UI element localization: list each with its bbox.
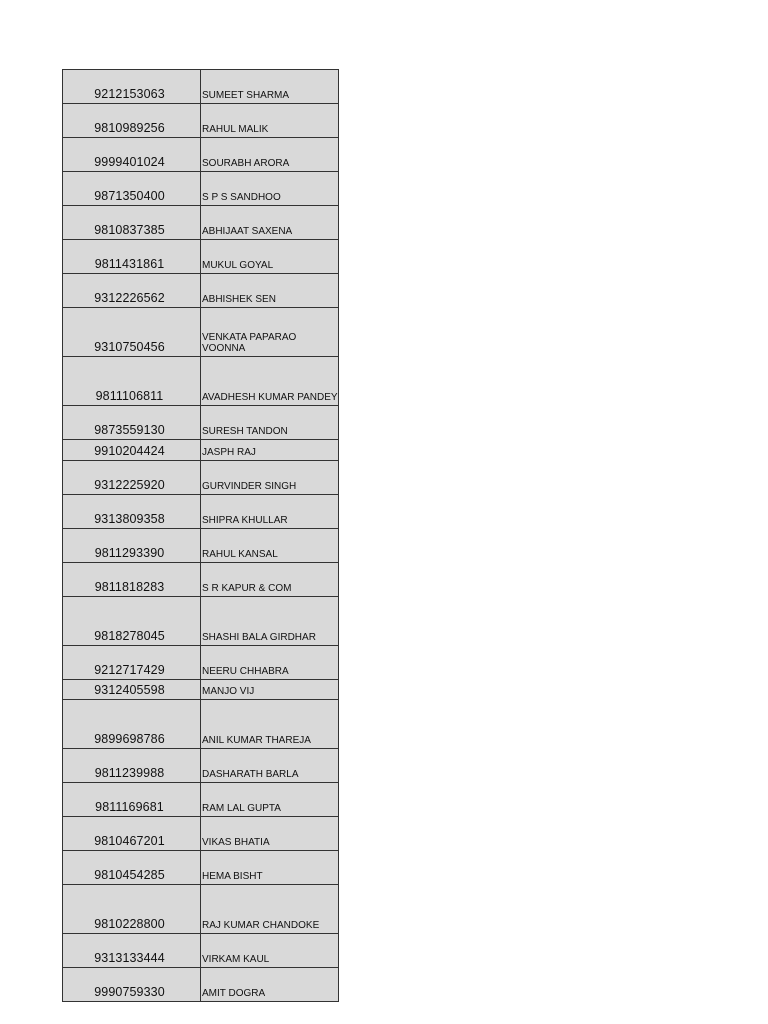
table-row bbox=[63, 440, 339, 461]
phone-number: 9811818283 bbox=[94, 580, 165, 594]
table-row bbox=[63, 308, 339, 357]
name-cell[interactable]: MANJO VIJ bbox=[201, 680, 339, 700]
phone-number: 9312405598 bbox=[94, 683, 165, 697]
table-row bbox=[63, 563, 339, 597]
table-row bbox=[63, 680, 339, 700]
phone-cell[interactable] bbox=[63, 240, 201, 274]
phone-cell[interactable] bbox=[63, 783, 201, 817]
phone-cell[interactable] bbox=[63, 274, 201, 308]
phone-number: 9312226562 bbox=[94, 291, 165, 305]
phone-number: 9990759330 bbox=[94, 985, 165, 999]
phone-cell[interactable] bbox=[63, 357, 201, 406]
phone-cell[interactable] bbox=[63, 851, 201, 885]
table-row bbox=[63, 817, 339, 851]
phone-number: 9212153063 bbox=[94, 87, 165, 101]
phone-cell[interactable] bbox=[63, 440, 201, 461]
table-row bbox=[63, 274, 339, 308]
table-row bbox=[63, 357, 339, 406]
name-cell[interactable]: S R KAPUR & COM bbox=[201, 563, 339, 597]
phone-cell[interactable] bbox=[63, 700, 201, 749]
name-cell[interactable]: DASHARATH BARLA bbox=[201, 749, 339, 783]
phone-cell[interactable] bbox=[63, 206, 201, 240]
name-cell[interactable]: HEMA BISHT bbox=[201, 851, 339, 885]
table-row bbox=[63, 885, 339, 934]
phone-cell[interactable] bbox=[63, 104, 201, 138]
phone-cell[interactable] bbox=[63, 934, 201, 968]
table-row bbox=[63, 406, 339, 440]
phone-number: 9811431861 bbox=[94, 257, 165, 271]
name-cell[interactable]: RAHUL MALIK bbox=[201, 104, 339, 138]
table-row bbox=[63, 700, 339, 749]
table-row bbox=[63, 495, 339, 529]
phone-cell[interactable] bbox=[63, 885, 201, 934]
phone-number: 9810454285 bbox=[94, 868, 165, 882]
name-cell[interactable]: VENKATA PAPARAO VOONNA bbox=[201, 308, 339, 357]
table-row bbox=[63, 70, 339, 104]
phone-number: 9910204424 bbox=[94, 444, 165, 458]
name-cell[interactable]: RAJ KUMAR CHANDOKE bbox=[201, 885, 339, 934]
phone-number: 9999401024 bbox=[94, 155, 165, 169]
table-row bbox=[63, 749, 339, 783]
table-row bbox=[63, 172, 339, 206]
phone-cell[interactable] bbox=[63, 646, 201, 680]
phone-number: 9313133444 bbox=[94, 951, 165, 965]
name-cell[interactable]: AVADHESH KUMAR PANDEY bbox=[201, 357, 339, 406]
phone-cell[interactable] bbox=[63, 529, 201, 563]
phone-number: 9810467201 bbox=[94, 834, 165, 848]
name-cell[interactable]: ANIL KUMAR THAREJA bbox=[201, 700, 339, 749]
phone-cell[interactable] bbox=[63, 495, 201, 529]
table-row bbox=[63, 104, 339, 138]
table-row bbox=[63, 968, 339, 1002]
phone-number: 9873559130 bbox=[94, 423, 165, 437]
name-cell[interactable]: RAM LAL GUPTA bbox=[201, 783, 339, 817]
phone-cell[interactable] bbox=[63, 138, 201, 172]
phone-cell[interactable] bbox=[63, 597, 201, 646]
contact-table-body bbox=[63, 70, 339, 1002]
phone-number: 9310750456 bbox=[94, 340, 165, 354]
name-cell[interactable]: SUMEET SHARMA bbox=[201, 70, 339, 104]
phone-number: 9811239988 bbox=[94, 766, 165, 780]
name-cell[interactable]: VIKAS BHATIA bbox=[201, 817, 339, 851]
phone-number: 9871350400 bbox=[94, 189, 165, 203]
name-cell[interactable]: AMIT DOGRA bbox=[201, 968, 339, 1002]
name-cell[interactable]: SHASHI BALA GIRDHAR bbox=[201, 597, 339, 646]
phone-number: 9313809358 bbox=[94, 512, 165, 526]
table-row bbox=[63, 597, 339, 646]
phone-number: 9810837385 bbox=[94, 223, 165, 237]
table-row bbox=[63, 783, 339, 817]
name-cell[interactable]: SHIPRA KHULLAR bbox=[201, 495, 339, 529]
phone-cell[interactable] bbox=[63, 308, 201, 357]
phone-cell[interactable] bbox=[63, 172, 201, 206]
table-row bbox=[63, 240, 339, 274]
phone-number: 9811169681 bbox=[95, 800, 164, 814]
phone-cell[interactable] bbox=[63, 817, 201, 851]
name-cell[interactable]: S P S SANDHOO bbox=[201, 172, 339, 206]
name-cell[interactable]: GURVINDER SINGH bbox=[201, 461, 339, 495]
phone-number: 9312225920 bbox=[94, 478, 165, 492]
name-cell[interactable]: RAHUL KANSAL bbox=[201, 529, 339, 563]
name-cell[interactable]: JASPH RAJ bbox=[201, 440, 339, 461]
phone-number: 9212717429 bbox=[94, 663, 165, 677]
name-cell[interactable]: SURESH TANDON bbox=[201, 406, 339, 440]
phone-number: 9899698786 bbox=[94, 732, 165, 746]
name-cell[interactable]: MUKUL GOYAL bbox=[201, 240, 339, 274]
phone-number: 9811106811 bbox=[95, 389, 164, 403]
table-row bbox=[63, 934, 339, 968]
phone-cell[interactable] bbox=[63, 680, 201, 700]
phone-cell[interactable] bbox=[63, 406, 201, 440]
phone-number: 9810228800 bbox=[94, 917, 165, 931]
table-row bbox=[63, 529, 339, 563]
phone-cell[interactable] bbox=[63, 461, 201, 495]
table-row bbox=[63, 138, 339, 172]
table-row bbox=[63, 206, 339, 240]
phone-number: 9818278045 bbox=[94, 629, 165, 643]
name-cell[interactable]: SOURABH ARORA bbox=[201, 138, 339, 172]
table-row bbox=[63, 851, 339, 885]
phone-cell[interactable] bbox=[63, 563, 201, 597]
phone-cell[interactable] bbox=[63, 70, 201, 104]
table-row bbox=[63, 646, 339, 680]
table-row bbox=[63, 461, 339, 495]
phone-cell[interactable] bbox=[63, 968, 201, 1002]
phone-number: 9811293390 bbox=[94, 546, 165, 560]
name-cell[interactable]: NEERU CHHABRA bbox=[201, 646, 339, 680]
name-cell[interactable]: VIRKAM KAUL bbox=[201, 934, 339, 968]
name-cell[interactable]: ABHISHEK SEN bbox=[201, 274, 339, 308]
phone-cell[interactable] bbox=[63, 749, 201, 783]
phone-number: 9810989256 bbox=[94, 121, 165, 135]
name-cell[interactable]: ABHIJAAT SAXENA bbox=[201, 206, 339, 240]
contact-table bbox=[62, 69, 339, 1002]
